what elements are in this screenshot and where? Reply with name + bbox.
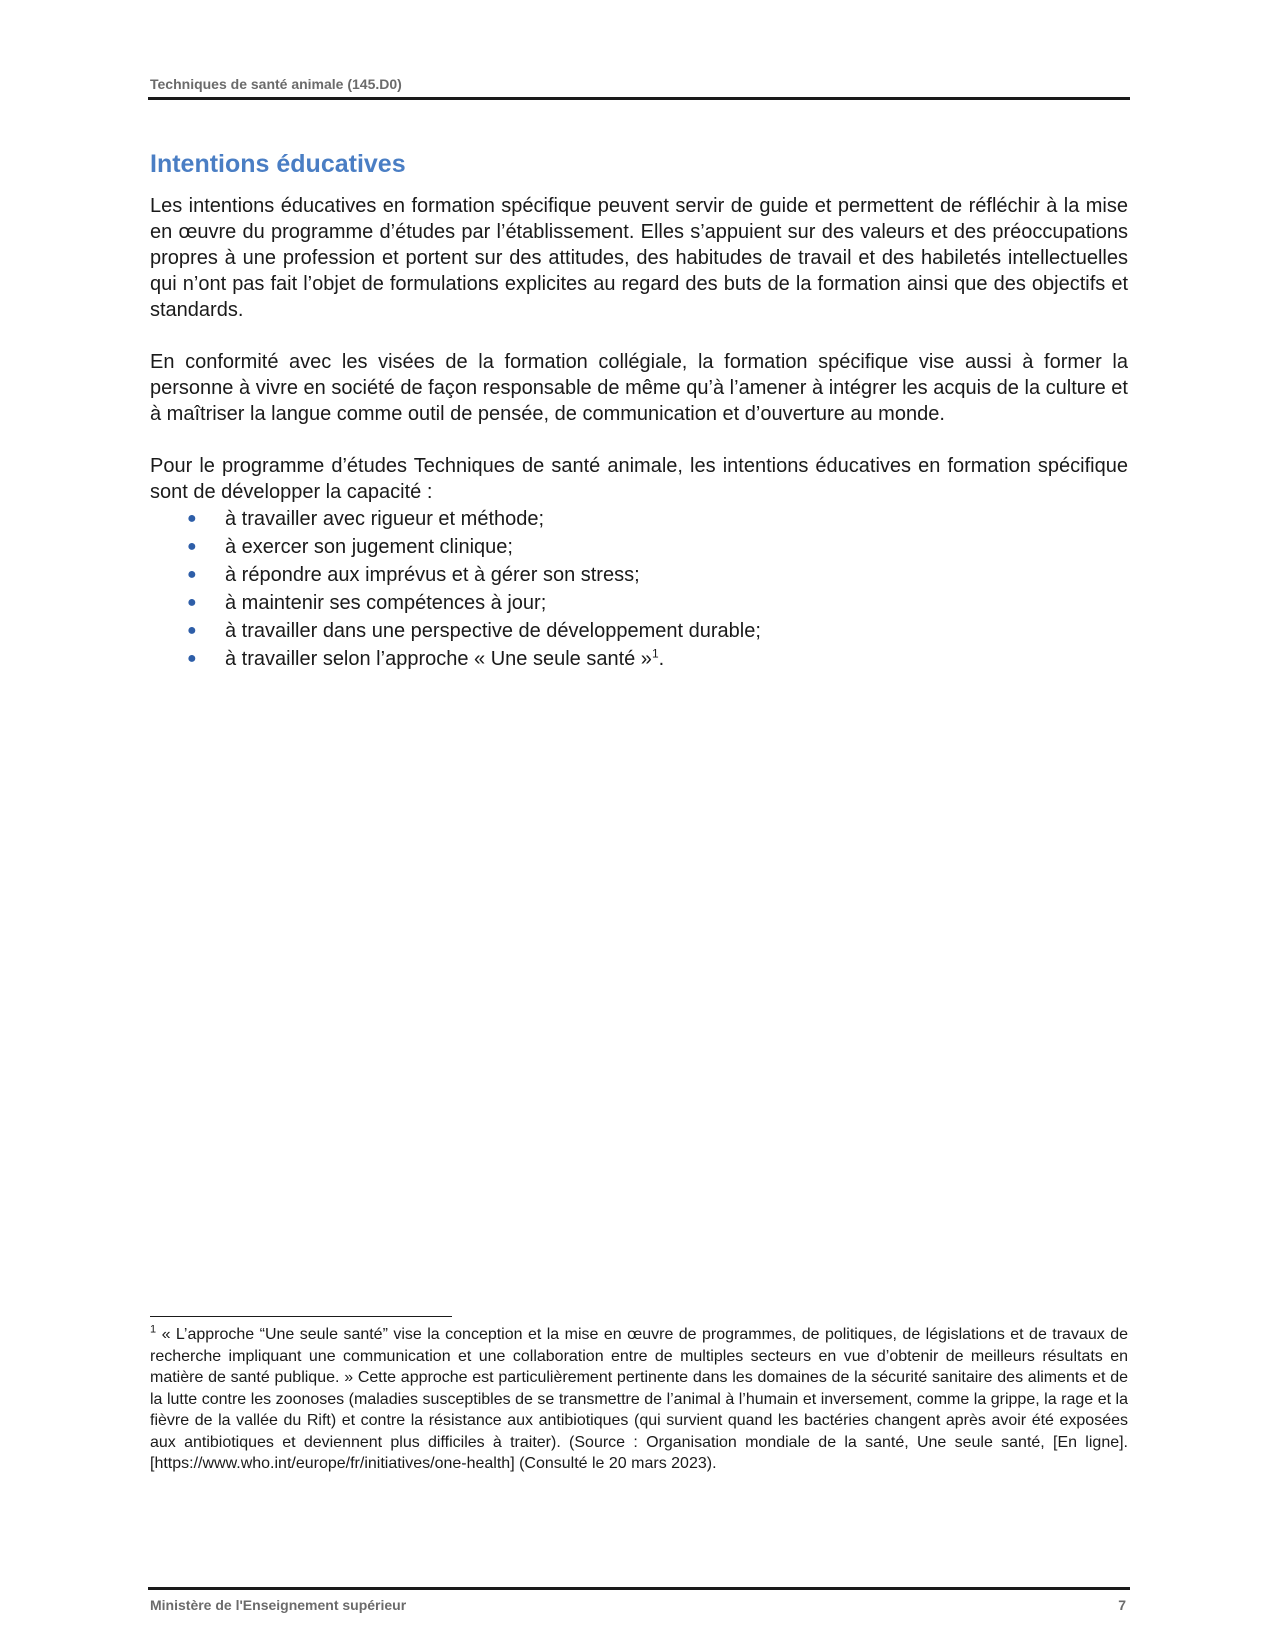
bullet-dot-icon: ● <box>187 566 197 583</box>
footnote-reference[interactable]: 1 <box>651 646 659 661</box>
bullet-dot-icon: ● <box>187 594 197 611</box>
list-item <box>150 645 1128 673</box>
footnote-marker: 1 <box>150 1323 157 1336</box>
bullet-dot-icon: ● <box>187 510 197 527</box>
bullet-dot-icon: ● <box>187 622 197 639</box>
list-item <box>150 505 1128 533</box>
footer-rule <box>148 1587 1130 1590</box>
list-item <box>150 561 1128 589</box>
list-item-end: . <box>658 648 665 670</box>
list-item-text: à maintenir ses compétences à jour; <box>225 592 547 614</box>
paragraph-2: En conformité avec les visées de la formation collégiale, la formation spécifique vise aussi à former la personne à vivre en société de façon responsable de même qu’à l’amener à intégrer les acquis de la culture et à maîtriser la langue comme outil de pensée, de communication et d’ouverture au monde. <box>150 351 1128 425</box>
paragraph-lead: Pour le programme d’études Techniques de santé animale, les intentions éducatives en formation spécifique sont de développer la capacité : <box>150 455 1128 503</box>
list-item <box>150 589 1128 617</box>
bullet-dot-icon: ● <box>187 650 197 667</box>
list-item-text: à répondre aux imprévus et à gérer son stress; <box>225 564 640 586</box>
intentions-list <box>150 505 1128 673</box>
list-item <box>150 617 1128 645</box>
list-item-text: à exercer son jugement clinique; <box>225 536 513 558</box>
page-number: 7 <box>1118 1597 1126 1613</box>
list-item-text: à travailler avec rigueur et méthode; <box>225 508 545 530</box>
bullet-dot-icon: ● <box>187 538 197 555</box>
body-text <box>150 193 1128 673</box>
running-footer: Ministère de l'Enseignement supérieur <box>150 1597 407 1613</box>
list-item <box>150 533 1128 561</box>
footnote-text: « L’approche “Une seule santé” vise la conception et la mise en œuvre de programmes, de politiques, de législations et de travaux de recherche impliquant une communication et une collaboration entre de multiples secteurs en vue d’obtenir de meilleurs résultats en matière de santé publique. » Cette approche est particulièrement pertinente dans les domaines de la sécurité sanitaire des aliments et de la lutte contre les zoonoses (maladies susceptibles de se transmettre de l’animal à l’humain et inversement, comme la grippe, la rage et la fièvre de la vallée du Rift) et contre la résistance aux antibiotiques (qui survient quand les bactéries changent après avoir été exposées aux antibiotiques et deviennent plus difficiles à traiter). (Source : Organisation mondiale de la santé, Une seule santé, [En ligne]. [https://www.who.int/europe/fr/initiatives/one-health] (Consulté le 20 mars 2023). <box>150 1326 1128 1472</box>
section-title: Intentions éducatives <box>150 150 406 178</box>
header-rule <box>148 97 1130 100</box>
footnote-separator <box>150 1316 452 1317</box>
footnote <box>150 1324 1128 1475</box>
list-item-text: à travailler dans une perspective de développement durable; <box>225 620 761 642</box>
list-item-text: à travailler selon l’approche « Une seule santé » <box>225 648 652 670</box>
running-header: Techniques de santé animale (145.D0) <box>150 76 402 92</box>
paragraph-1: Les intentions éducatives en formation spécifique peuvent servir de guide et permettent de réfléchir à la mise en œuvre du programme d’études par l’établissement. Elles s’appuient sur des valeurs et des préoccupations propres à une profession et portent sur des attitudes, des habitudes de travail et des habiletés intellectuelles qui n’ont pas fait l’objet de formulations explicites au regard des buts de la formation ainsi que des objectifs et standards. <box>150 195 1128 321</box>
